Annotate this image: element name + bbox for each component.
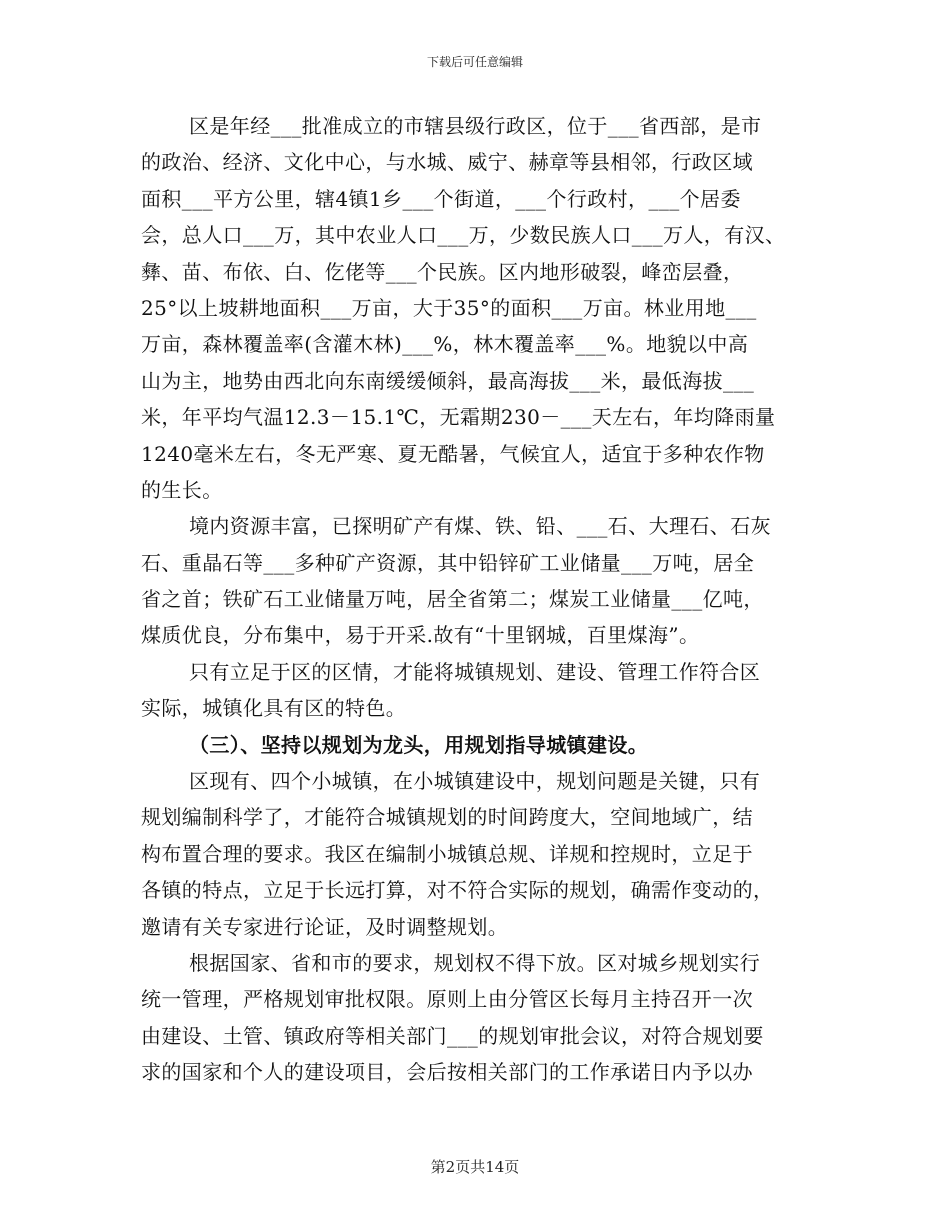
paragraph-line: 石、重晶石等___多种矿产资源，其中铅锌矿工业储量___万吨，居全 xyxy=(141,550,755,575)
paragraph-line: 会，总人口___万，其中农业人口___万，少数民族人口___万人，有汉、 xyxy=(141,223,786,248)
paragraph-line: 万亩，森林覆盖率(含灌木林)___%，林木覆盖率___%。地貌以中高 xyxy=(141,332,749,357)
paragraph-line: 由建设、土管、镇政府等相关部门___的规划审批会议，对符合规划要 xyxy=(141,1023,764,1048)
paragraph-line: 省之首；铁矿石工业储量万吨，居全省第二；煤炭工业储量___亿吨， xyxy=(141,587,764,612)
paragraph-line: 构布置合理的要求。我区在编制小城镇总规、详规和控规时，立足于 xyxy=(141,841,753,866)
document-body xyxy=(141,108,813,1091)
paragraph-line: 米，年平均气温12.3－15.1℃，无霜期230－___天左右，年均降雨量 xyxy=(141,405,776,430)
paragraph-line: 面积___平方公里，辖4镇1乡___个街道，___个行政村，___个居委 xyxy=(141,186,741,211)
paragraph-line: 山为主，地势由西北向东南缓缓倾斜，最高海拔___米，最低海拔___ xyxy=(141,368,755,393)
paragraph-line: 的生长。 xyxy=(141,477,223,502)
paragraph-line: 区现有、四个小城镇，在小城镇建设中，规划问题是关键，只有 xyxy=(189,769,761,794)
paragraph-line: 1240毫米左右，冬无严寒、夏无酷暑，气候宜人，适宜于多种农作物 xyxy=(141,441,765,466)
paragraph-line: 实际，城镇化具有区的特色。 xyxy=(141,696,407,721)
paragraph-line: 根据国家、省和市的要求，规划权不得下放。区对城乡规划实行 xyxy=(189,950,761,975)
paragraph-line: 彝、苗、布依、白、仡佬等___个民族。区内地形破裂，峰峦层叠， xyxy=(141,259,744,284)
paragraph-line: 的政治、经济、文化中心，与水城、威宁、赫章等县相邻，行政区域 xyxy=(141,150,753,175)
paragraph-line: 煤质优良，分布集中，易于开采.故有“十里钢城，百里煤海”。 xyxy=(141,623,700,648)
paragraph-line: 邀请有关专家进行论证，及时调整规划。 xyxy=(141,914,509,939)
page-footer: 第2页共14页 xyxy=(430,1158,520,1176)
paragraph-line: 统一管理，严格规划审批权限。原则上由分管区长每月主持召开一次 xyxy=(141,987,753,1012)
paragraph-line: 求的国家和个人的建设项目，会后按相关部门的工作承诺日内予以办 xyxy=(141,1060,753,1085)
page-header: 下载后可任意编辑 xyxy=(426,55,523,69)
paragraph-line: 规划编制科学了，才能符合城镇规划的时间跨度大，空间地域广，结 xyxy=(141,805,753,830)
paragraph-line: 各镇的特点，立足于长远打算，对不符合实际的规划，确需作变动的， xyxy=(141,878,774,903)
section-heading: （三）、坚持以规划为龙头，用规划指导城镇建设。 xyxy=(189,732,649,757)
paragraph-line: 区是年经___批准成立的市辖县级行政区，位于___省西部，是市 xyxy=(189,114,762,138)
paragraph-line: 只有立足于区的区情，才能将城镇规划、建设、管理工作符合区 xyxy=(189,659,761,684)
paragraph-line: 境内资源丰富，已探明矿产有煤、铁、铅、___石、大理石、石灰 xyxy=(189,514,771,539)
paragraph-line: 25°以上坡耕地面积___万亩，大于35°的面积___万亩。林业用地___ xyxy=(141,295,757,320)
